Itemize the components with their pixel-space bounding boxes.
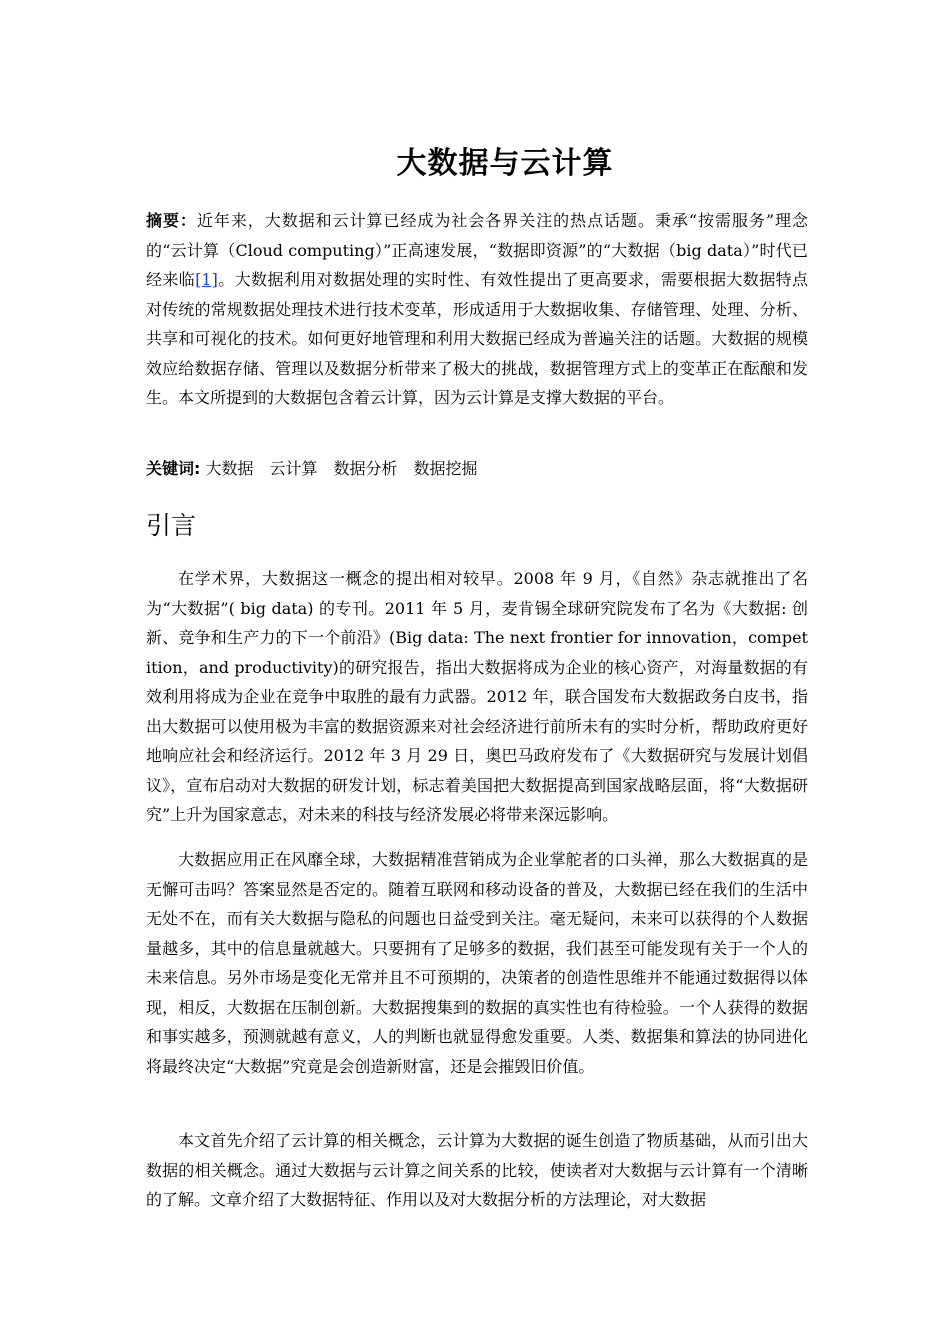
abstract-label: 摘要： [146, 211, 197, 230]
document-title: 大数据与云计算 [396, 146, 614, 181]
keyword-item: 数据挖掘 [413, 459, 478, 478]
abstract-paragraph [146, 206, 808, 413]
body-paragraph: 大数据应用正在风靡全球，大数据精准营销成为企业掌舵者的口头禅，那么大数据真的是无懈可击吗？答案显然是否定的。随着互联网和移动设备的普及，大数据已经在我们的生活中无处不在，而有关大数据与隐私的问题也日益受到关注。毫无疑问，未来可以获得的个人数据量越多，其中的信息量就越大。只要拥有了足够多的数据，我们甚至可能发现有关于一个人的未来信息。另外市场是变化无常并且不可预期的，决策者的创造性思维并不能通过数据得以体现，相反，大数据在压制创新。大数据搜集到的数据的真实性也有待检验。一个人获得的数据和事实越多，预测就越有意义，人的判断也就显得愈发重要。人类、数据集和算法的协同进化将最终决定“大数据”究竟是会创造新财富，还是会摧毁旧价值。 [146, 850, 808, 1076]
keywords-line [146, 454, 808, 484]
keywords-label: 关键词: [146, 459, 201, 478]
section-heading: 引言 [146, 511, 197, 540]
citation-link[interactable]: [1] [195, 270, 218, 289]
keyword-item: 云计算 [269, 459, 318, 478]
abstract-text-start: 近年来，大数据和云计算已经成为社会各界关注的热点话题。秉承“按需服务”理念的“云计算（Cloud computing）”正高速发展，“数据即资源”的“大数据（big data）”时代已经来临 [146, 211, 808, 289]
body-paragraph: 在学术界，大数据这一概念的提出相对较早。2008 年 9 月，《自然》杂志就推出了名为“大数据”( big data) 的专刊。2011 年 5 月，麦肯锡全球研究院发布了名为《大数据: 创新、竞争和生产力的下一个前沿》(Big data: The next frontier for innovation，competition，and productivity)的研究报告，指出大数据将成为企业的核心资产，对海量数据的有效利用将成为企业在竞争中取胜的最有力武器。2012 年，联合国发布大数据政务白皮书，指出大数据可以使用极为丰富的数据资源来对社会经济进行前所未有的实时分析，帮助政府更好地响应社会和经济运行。2012 年 3 月 29 日，奥巴马政府发布了《大数据研究与发展计划倡议》，宣布启动对大数据的研发计划，标志着美国把大数据提高到国家战略层面，将“大数据研究”上升为国家意志，对未来的科技与经济发展必将带来深远影响。 [146, 569, 808, 824]
keyword-item: 大数据 [205, 459, 254, 478]
keyword-item: 数据分析 [333, 459, 398, 478]
body-paragraph: 本文首先介绍了云计算的相关概念，云计算为大数据的诞生创造了物质基础，从而引出大数据的相关概念。通过大数据与云计算之间关系的比较，使读者对大数据与云计算有一个清晰的了解。文章介绍了大数据特征、作用以及对大数据分析的方法理论，对大数据 [146, 1131, 808, 1209]
abstract-text-end: 。大数据利用对数据处理的实时性、有效性提出了更高要求，需要根据大数据特点对传统的常规数据处理技术进行技术变革，形成适用于大数据收集、存储管理、处理、分析、共享和可视化的技术。如何更好地管理和利用大数据已经成为普遍关注的话题。大数据的规模效应给数据存储、管理以及数据分析带来了极大的挑战，数据管理方式上的变革正在酝酿和发生。本文所提到的大数据包含着云计算，因为云计算是支撑大数据的平台。 [146, 270, 808, 407]
